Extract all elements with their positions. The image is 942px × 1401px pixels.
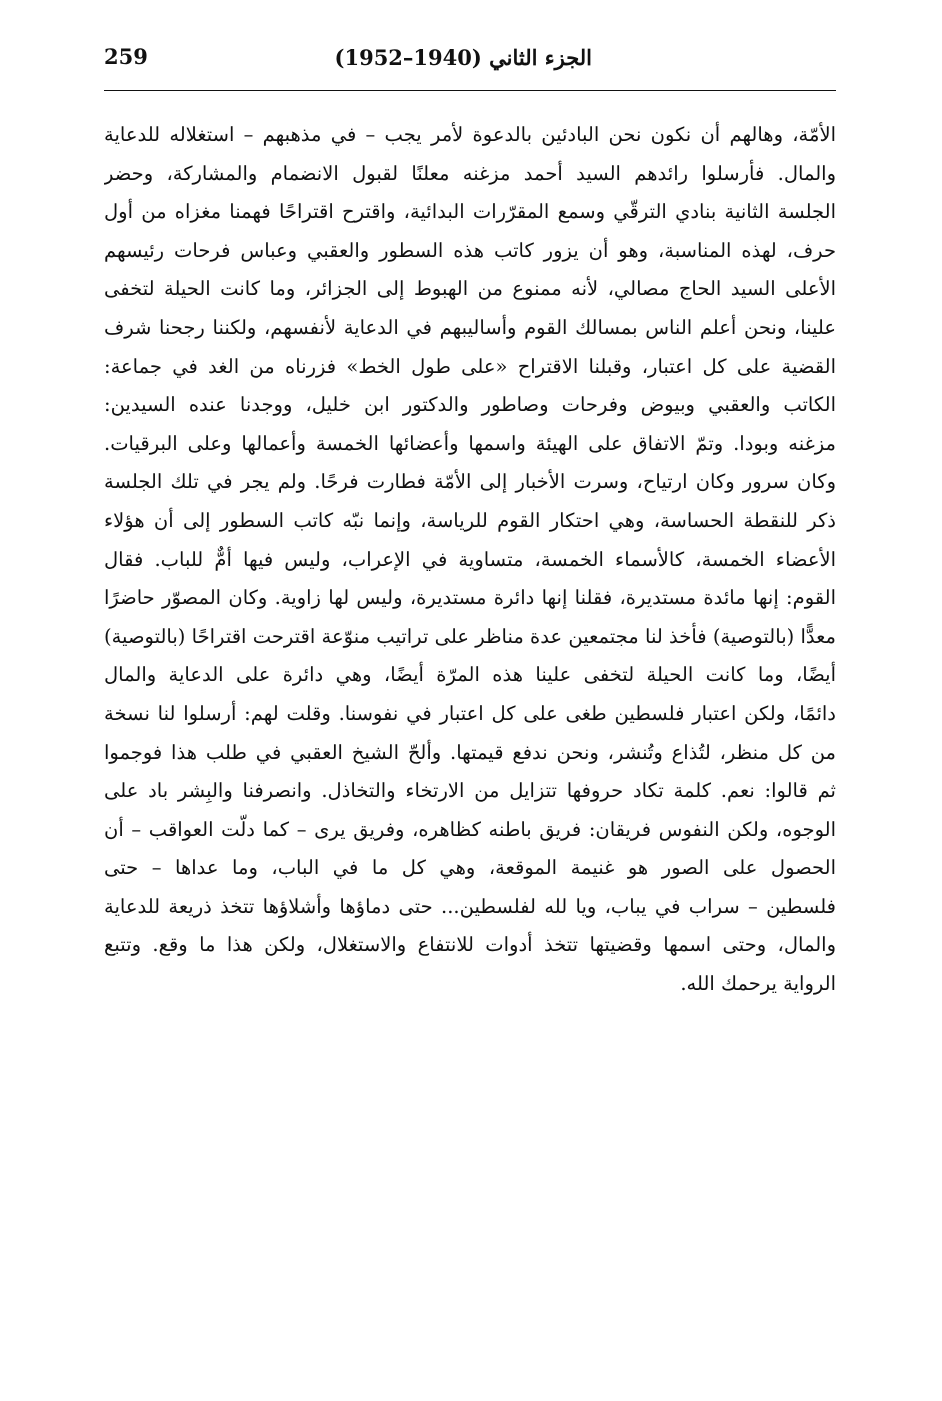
- text-line: الأعضاء الخمسة، كالأسماء الخمسة، متساوية في الإعراب، وليس فيها أمٌّ للباب. فقال: [104, 547, 836, 571]
- text-line: الأمّة، وهالهم أن نكون نحن البادئين بالدعوة لأمر يجب – في مذهبهم – استغلاله للدعاية: [104, 123, 836, 146]
- text-line: دائمًا، ولكن اعتبار فلسطين طغى على كل اعتبار في نفوسنا. وقلت لهم: أرسلوا لنا نسخة: [104, 701, 836, 725]
- text-line: مزغنه وبودا. وتمّ الاتفاق على الهيئة واسمها وأعضائها الخمسة وأعمالها وعلى البرقيات.: [104, 431, 836, 455]
- text-line: الكاتب والعقبي وبيوض وفرحات وصاطور والدكتور ابن خليل، ووجدنا عنده السيدين:: [104, 393, 836, 417]
- text-line: علينا، ونحن أعلم الناس بمسالك القوم وأساليبهم في الدعاية لأنفسهم، ولكننا رجحنا شرف: [104, 315, 836, 339]
- text-line: القضية على كل اعتبار، وقبلنا الاقتراح «على طول الخط» فزرناه من الغد في جماعة:: [104, 354, 836, 378]
- text-line: من كل منظر، لتُذاع وتُنشر، ونحن ندفع قيمتها. وألحّ الشيخ العقبي في طلب هذا فوجموا: [104, 740, 836, 764]
- text-line: ذكر للنقطة الحساسة، وهي احتكار القوم للرياسة، وإنما نبّه كاتب السطور إلى أن هؤلاء: [104, 508, 836, 532]
- running-title: الجزء الثاني (1940–1952): [334, 45, 592, 70]
- body-text: [104, 116, 836, 1004]
- text-line: حرف، لهذه المناسبة، وهو أن يزور كاتب هذه السطور والعقبي وعباس فرحات رئيسهم: [104, 238, 836, 262]
- page-number: 259: [104, 44, 148, 69]
- text-line: الأعلى السيد الحاج مصالي، لأنه ممنوع من الهبوط إلى الجزائر، وما كانت الحيلة لتخفى: [104, 277, 836, 301]
- text-line: أيضًا، وما كانت الحيلة لتخفى علينا هذه المرّة أيضًا، وهي دائرة على الدعاية والمال: [104, 663, 836, 687]
- text-line: والمال. فأرسلوا رائدهم السيد أحمد مزغنه معلنًا لقبول الانضمام والمشاركة، وحضر: [104, 161, 836, 185]
- text-line: الوجوه، ولكن النفوس فريقان: فريق باطنه كظاهره، وفريق يرى – كما دلّت العواقب – أن: [104, 817, 836, 841]
- page-header: [104, 44, 836, 86]
- text-line: القوم: إنها مائدة مستديرة، فقلنا إنها دائرة مستديرة، وليس لها زاوية. وكان المصوّر حاضرًا: [104, 586, 836, 610]
- text-line: وكان سرور وكان ارتياح، وسرت الأخبار إلى الأمّة فطارت فرحًا. ولم يجر في تلك الجلسة: [104, 470, 836, 494]
- text-line-last: الرواية يرحمك الله.: [680, 972, 836, 996]
- text-line: فلسطين – سراب في يباب، ويا لله لفلسطين... حتى دماؤها وأشلاؤها تتخذ ذريعة للدعاية: [104, 894, 836, 918]
- text-line: معدًّا (بالتوصية) فأخذ لنا مجتمعين عدة مناظر على تراتيب منوّعة اقترحت اقتراحًا (بالتوصية): [104, 624, 836, 648]
- text-line: والمال، وحتى اسمها وقضيتها تتخذ أدوات للانتفاع والاستغلال، ولكن هذا ما وقع. وتتبع: [104, 933, 836, 957]
- text-line: ثم قالوا: نعم. كلمة تكاد حروفها تتزايل من الارتخاء والتخاذل. وانصرفنا والبِشر باد على: [104, 779, 836, 803]
- text-line: الحصول على الصور هو غنيمة الموقعة، وهي كل ما في الباب، وما عداها – حتى: [104, 856, 836, 880]
- text-line: الجلسة الثانية بنادي الترقّي وسمع المقرّرات البدائية، واقترح اقتراحًا فهمنا مغزاه من أول: [104, 200, 836, 224]
- header-divider: [104, 90, 836, 91]
